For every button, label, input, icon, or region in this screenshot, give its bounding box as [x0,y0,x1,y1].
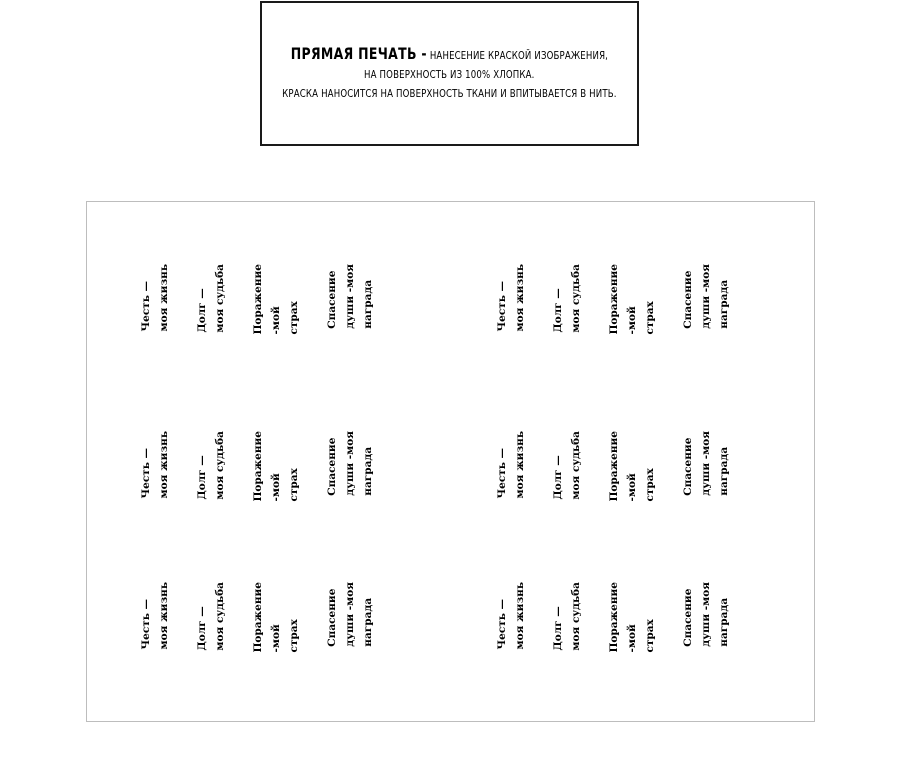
slogan-line: Спасение [326,588,338,647]
label-group [493,264,733,374]
slogan-line: души -моя [344,431,356,496]
slogan-line: Поражение [608,264,620,335]
slogan-line: Честь — [496,448,508,499]
slogan-line: Спасение [682,270,694,329]
slogan-label [193,431,237,500]
slogan-label [323,431,374,496]
slogan-line: моя судьба [214,582,226,651]
info-line-1 [291,44,608,65]
slogan-line: Честь — [496,281,508,332]
slogan-line: моя жизнь [514,264,526,332]
label-group [137,431,377,541]
slogan-label [679,431,730,496]
slogan-line: Честь — [496,599,508,650]
slogan-line: моя жизнь [514,431,526,499]
slogan-label [549,431,593,500]
slogan-label [249,264,300,335]
slogan-line: награда [362,597,374,647]
slogan-line: Долг — [196,455,208,500]
slogan-line: Поражение [608,582,620,653]
slogan-line: страх [288,468,300,502]
slogan-line: души -моя [344,582,356,647]
label-group [137,582,377,692]
slogan-label [549,582,593,651]
slogan-line: Спасение [326,270,338,329]
slogan-line: моя судьба [570,582,582,651]
slogan-line: Поражение [252,264,264,335]
slogan-line: души -моя [700,431,712,496]
slogan-label [679,264,730,329]
slogan-line: Долг — [552,606,564,651]
slogan-line: моя жизнь [158,582,170,650]
info-title: ПРЯМАЯ ПЕЧАТЬ - [290,44,428,63]
slogan-label [323,264,374,329]
slogan-line: -мой [270,624,282,653]
slogan-label [605,582,656,653]
slogan-label [137,431,181,498]
slogan-line: Долг — [196,288,208,333]
slogan-line: Поражение [252,431,264,502]
slogan-label [549,264,593,333]
slogan-line: души -моя [700,582,712,647]
slogan-label [193,582,237,651]
slogan-label [137,264,181,331]
label-sheet [86,201,815,722]
slogan-line: страх [644,619,656,653]
slogan-line: моя судьба [214,431,226,500]
slogan-line: Честь — [140,599,152,650]
slogan-line: моя судьба [570,264,582,333]
slogan-line: страх [644,468,656,502]
slogan-line: Долг — [196,606,208,651]
slogan-line: Долг — [552,288,564,333]
slogan-label [193,264,237,333]
slogan-line: страх [644,301,656,335]
slogan-label [493,264,537,331]
slogan-line: Спасение [326,437,338,496]
slogan-label [249,582,300,653]
slogan-line: награда [362,279,374,329]
slogan-line: -мой [626,473,638,502]
slogan-line: моя судьба [570,431,582,500]
label-group [137,264,377,374]
slogan-line: Честь — [140,281,152,332]
slogan-line: награда [362,446,374,496]
slogan-line: моя судьба [214,264,226,333]
label-group [493,582,733,692]
slogan-label [679,582,730,647]
slogan-line: Долг — [552,455,564,500]
slogan-line: моя жизнь [158,264,170,332]
slogan-line: Поражение [252,582,264,653]
slogan-line: Спасение [682,437,694,496]
slogan-line: Поражение [608,431,620,502]
label-group [493,431,733,541]
info-line-3: КРАСКА НАНОСИТСЯ НА ПОВЕРХНОСТЬ ТКАНИ И ВПИТЫВАЕТСЯ В НИТЬ. [282,87,617,100]
slogan-label [493,582,537,649]
slogan-line: награда [718,597,730,647]
slogan-line: -мой [626,306,638,335]
slogan-line: награда [718,279,730,329]
slogan-line: Спасение [682,588,694,647]
slogan-line: Честь — [140,448,152,499]
slogan-line: моя жизнь [158,431,170,499]
slogan-label [323,582,374,647]
slogan-line: -мой [270,306,282,335]
slogan-label [605,264,656,335]
slogan-label [493,431,537,498]
slogan-line: награда [718,446,730,496]
slogan-line: моя жизнь [514,582,526,650]
slogan-line: -мой [270,473,282,502]
info-line-2: НА ПОВЕРХНОСТЬ ИЗ 100% ХЛОПКА. [364,68,535,81]
slogan-label [605,431,656,502]
slogan-label [137,582,181,649]
slogan-line: страх [288,301,300,335]
slogan-line: страх [288,619,300,653]
slogan-label [249,431,300,502]
slogan-line: -мой [626,624,638,653]
print-info-box [260,1,639,146]
slogan-line: души -моя [344,264,356,329]
info-line-1-text: НАНЕСЕНИЕ КРАСКОЙ ИЗОБРАЖЕНИЯ, [429,49,609,62]
slogan-line: души -моя [700,264,712,329]
